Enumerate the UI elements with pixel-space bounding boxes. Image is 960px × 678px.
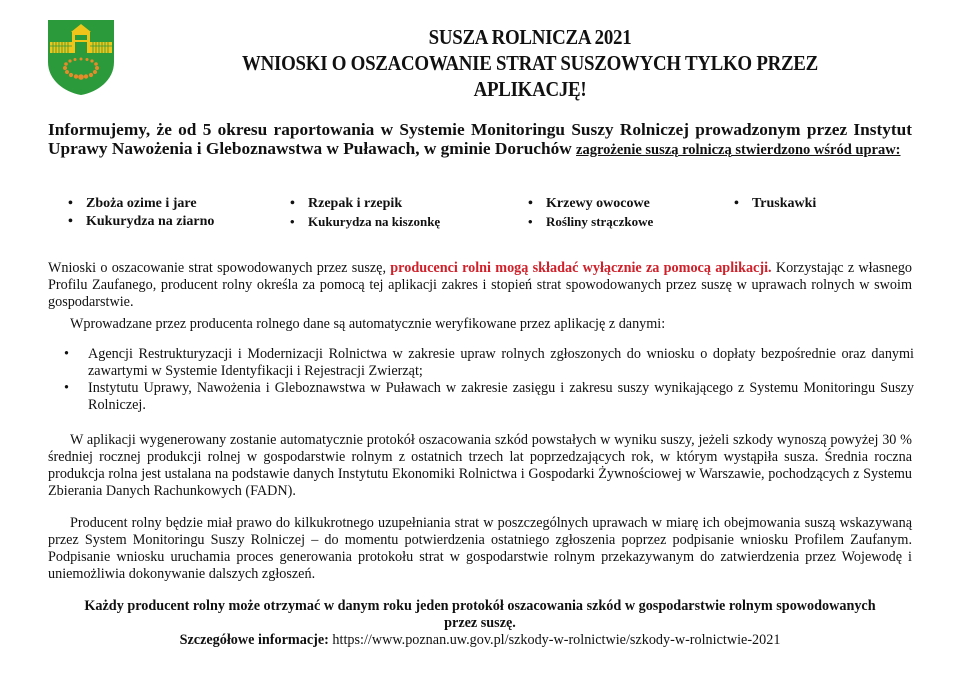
intro-paragraph <box>48 120 912 160</box>
paragraph-protocol: W aplikacji wygenerowany zostanie automatycznie protokół oszacowania szkód powstałych w wyniku suszy, jeżeli szkody wynoszą powyżej 30 % średniej rocznej produkcji rolnej w gospodarstwie rolnym z ostatnich trzech lat poprzedzających rok, w którym wystąpiła susza. Średnia roczna produkcja rolna jest ustalana na podstawie danych Instytutu Ekonomiki Rolnictwa i Gospodarki Żywnościowej w Warszawie, pochodzących z Systemu Zbierania Danych Rachunkowych (FADN). <box>48 432 912 499</box>
title-line: APLIKACJĘ! <box>473 77 587 101</box>
crop-item: • Kukurydza na ziarno <box>68 214 215 229</box>
paragraph-verification-intro: Wprowadzane przez producenta rolnego dane są automatycznie weryfikowane przez aplikację z danymi: <box>70 316 666 332</box>
notice-text: Każdy producent rolny może otrzymać w danym roku jeden protokół oszacowania szkód w gospodarstwie rolnym spowodowanych przez suszę. <box>84 598 876 631</box>
crop-item: • Zboża ozime i jare <box>68 196 197 211</box>
list-item: • Agencji Restrukturyzacji i Modernizacji Rolnictwa w zakresie upraw rolnych zgłoszonych do wniosku o dopłaty bezpośrednie oraz danymi zawartymi w Systemie Identyfikacji i Rejestracji Zwierząt; <box>64 346 914 379</box>
bullet-icon: • <box>734 196 739 211</box>
intro-text: Informujemy, że od 5 okresu raportowania w Systemie Monitoringu Suszy Rolniczej prowadzonym przez Instytut Uprawy Nawożenia i Gleboznawstwa w Puławach, w gminie Doruchów <box>48 120 912 158</box>
coat-of-arms-icon <box>46 18 116 96</box>
details-label: Szczegółowe informacje: <box>179 632 329 648</box>
footer-notice <box>48 598 912 649</box>
highlight-text: producenci rolni mogą składać wyłącznie za pomocą aplikacji. <box>390 260 772 276</box>
crop-item: • Truskawki <box>734 196 817 211</box>
details-line <box>48 632 912 649</box>
bullet-icon: • <box>528 214 533 229</box>
title-line: SUSZA ROLNICZA 2021 <box>428 25 632 49</box>
title-line: WNIOSKI O OSZACOWANIE STRAT SUSZOWYCH TYLKO PRZEZ <box>242 51 818 75</box>
verification-sources-list <box>64 346 914 414</box>
crop-item: • Rośliny strączkowe <box>528 214 654 229</box>
crop-item: • Krzewy owocowe <box>528 196 650 211</box>
bullet-icon: • <box>528 196 533 211</box>
bullet-icon: • <box>68 214 73 229</box>
crop-item: • Kukurydza na kiszonkę <box>290 214 441 229</box>
list-item: • Instytutu Uprawy, Nawożenia i Gleboznawstwa w Puławach w zakresie zasięgu i zakresu suszy wynikającego z Systemu Monitoringu Suszy Rolniczej. <box>64 380 914 413</box>
bullet-icon: • <box>64 380 69 396</box>
bullet-icon: • <box>290 214 295 229</box>
paragraph-applications: Wnioski o oszacowanie strat spowodowanych przez suszę, producenci rolni mogą składać wyłącznie za pomocą aplikacji. Korzystając z własnego Profilu Zaufanego, producent rolny określa za pomocą tej aplikacji zakres i stopień strat spowodowanych przez suszę w uprawach rolnych w swoim gospodarstwie. <box>48 260 913 310</box>
bullet-icon: • <box>64 346 69 362</box>
paragraph-supplementing: Producent rolny będzie miał prawo do kilkukrotnego uzupełniania strat w poszczególnych uprawach w miarę ich obejmowania suszą wskazywaną przez System Monitoringu Suszy Rolniczej – do momentu potwierdzenia ostatniego zgłoszenia poprzez podpisanie wniosku Profilem Zaufanym. Podpisanie wniosku uruchamia proces generowania protokołu strat w gospodarstwie rolnym przekazywanym do zatwierdzenia przez Wojewodę i uniemożliwia dokonywanie dalszych zgłoszeń. <box>48 515 912 582</box>
bullet-icon: • <box>68 196 73 211</box>
crop-item: • Rzepak i rzepik <box>290 196 403 211</box>
intro-underlined-text: zagrożenie suszą rolniczą stwierdzono wśród upraw: <box>576 142 901 158</box>
bullet-icon: • <box>290 196 295 211</box>
details-link[interactable]: https://www.poznan.uw.gov.pl/szkody-w-rolnictwie/szkody-w-rolnictwie-2021 <box>328 632 781 648</box>
page-title <box>130 24 930 102</box>
